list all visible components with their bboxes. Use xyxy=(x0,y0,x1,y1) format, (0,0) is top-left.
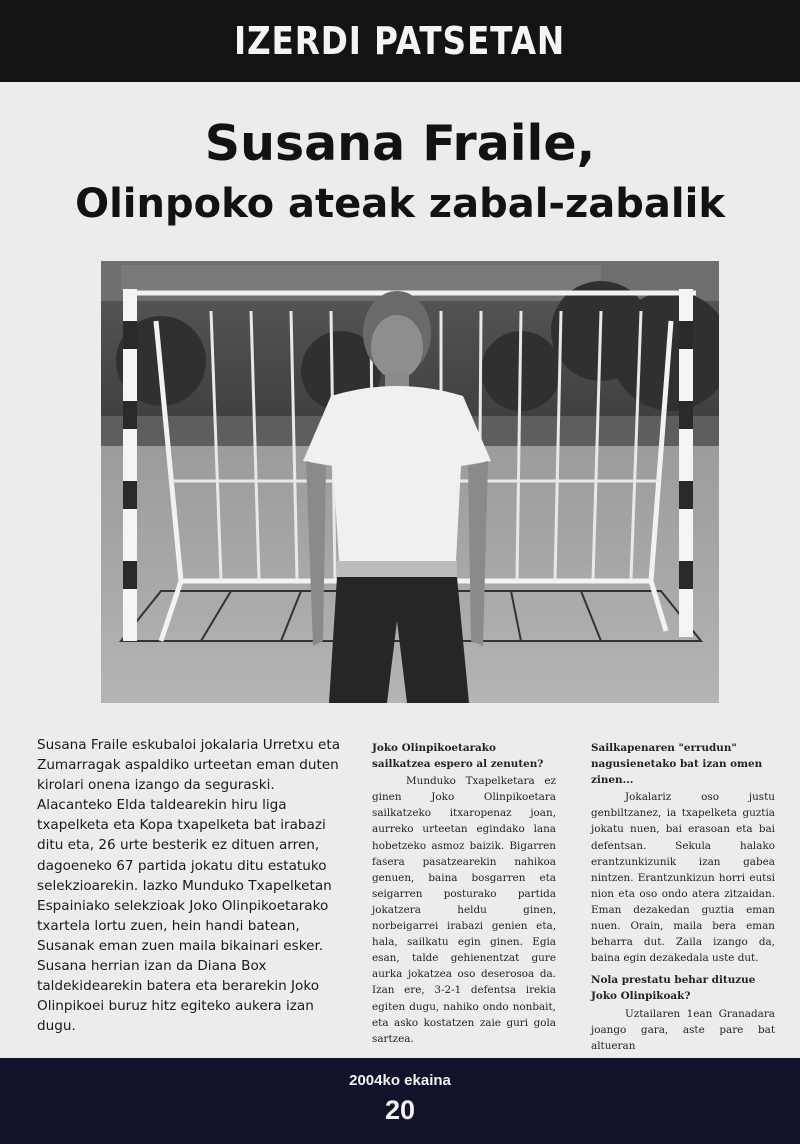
interview-answer: Munduko Txapelketara ez ginen Joko Olinpikoetara sailkatzeko itxaropenaz joan, aurreko urteetan egindako lana hobetzeko asmoz baizik. Bigarren fasera pasatzearekin nahikoa genuen, baina bosgarren eta seigarren posturako partida jokatzera heldu ginen, norbeigarrei irabazi genien eta, hala, sailkatu egin ginen. Egia esan, talde gehienentzat gure aurka jokatzea oso deserosoa da. Izan ere, 3-2-1 defentsa irekia egiten dugu, nahiko ondo nonbait, eta asko kostatzen zaie guri gola sartzea. xyxy=(372,775,556,1045)
interview-question: Nola prestatu behar dituzue Joko Olinpikoak? xyxy=(591,974,756,1003)
article-title xyxy=(0,112,800,232)
interview-question: Sailkapenaren "errudun" nagusienetako bat izan omen zinen... xyxy=(591,742,763,787)
title-line-1: Susana Fraile, xyxy=(204,115,596,172)
article-photo xyxy=(101,261,719,703)
interview-column-3 xyxy=(591,740,775,1060)
footer-bar xyxy=(0,1058,800,1144)
photo-illustration xyxy=(101,261,719,703)
header-bar xyxy=(0,0,800,82)
interview-answer: Uztailaren 1ean Granadara joango gara, aste pare bat altueran xyxy=(591,1007,775,1052)
interview-answer: Jokalariz oso justu genbiltzanez, ia txapelketa guztia jokatu nuen, bai erasoan eta bai defentsan. Sekula halako erantzunkizunik izan gabea nintzen. Erantzunkizun horri eutsi nion eta oso ondo atera zitzaidan. Eman dezakedan guztia eman nuen. Orain, maila bera eman beharra dut. Zaila izango da, baina egin dezakedala uste dut. xyxy=(591,791,775,965)
page-number: 20 xyxy=(384,1095,416,1125)
issue-date: 2004ko ekaina xyxy=(349,1072,451,1089)
interview-column-2 xyxy=(372,740,556,1053)
title-line-2: Olinpoko ateak zabal-zabalik xyxy=(75,181,725,227)
section-label: IZERDI PATSETAN xyxy=(234,19,566,63)
interview-question: Joko Olinpikoetarako sailkatzea espero al zenuten? xyxy=(372,742,544,771)
lead-paragraph: Susana Fraile eskubaloi jokalaria Urretxu eta Zumarragak aspaldiko urteetan eman duten kirolari onena izango da seguraski. Alacanteko Elda taldearekin hiru liga txapelketa eta Kopa txapelketa bat irabazi ditu eta, 26 urte besterik ez dituen arren, dagoeneko 67 partida jokatu ditu estatuko selekzioarekin. Iazko Munduko Txapelketan Espainiako selekzioak Joko Olinpikoetarako txartela lortu zuen, hein handi batean, Susanak eman zuen maila bikainari esker. Susana herrian izan da Diana Box taldekidearekin batera eta berarekin Joko Olinpikoei buruz hitz egiteko aukera izan dugu. xyxy=(37,737,341,1035)
